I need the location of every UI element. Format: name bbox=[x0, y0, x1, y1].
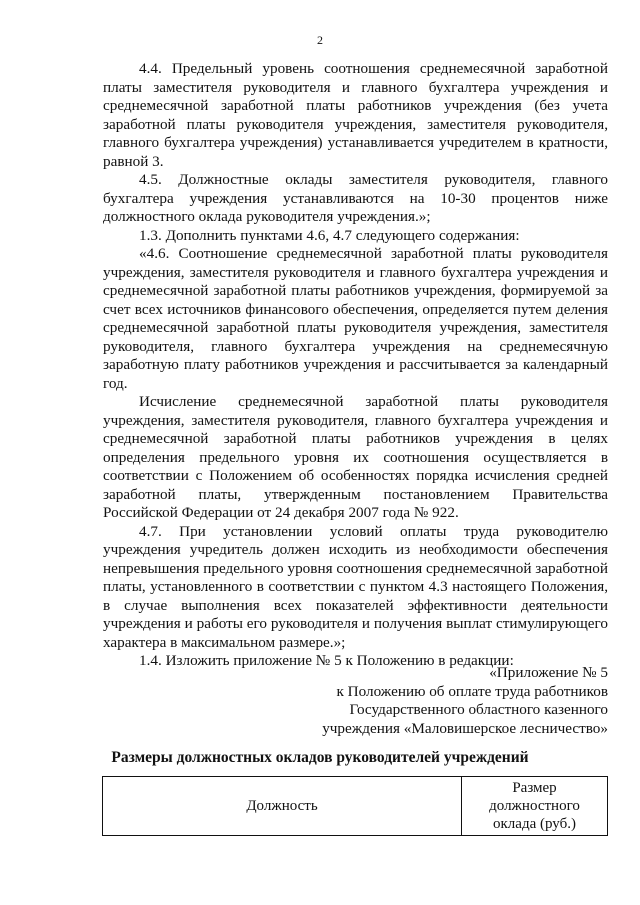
appendix-line: учреждения «Маловишерское лесничество» bbox=[322, 719, 608, 737]
appendix-line: «Приложение № 5 bbox=[489, 664, 608, 681]
paragraph-1-3: 1.3. Дополнить пунктами 4.6, 4.7 следующего содержания: bbox=[139, 226, 520, 244]
appendix-header bbox=[322, 664, 608, 738]
paragraph-4-5: 4.5. Должностные оклады заместителя руководителя, главного бухгалтера учреждения устанавливаются на 10-30 процентов ниже должностного оклада руководителя учреждения.»; bbox=[103, 171, 608, 225]
column-header-position: Должность bbox=[103, 777, 462, 836]
column-header-salary-line: должностного bbox=[489, 798, 580, 814]
table-title: Размеры должностных окладов руководителей учреждений bbox=[111, 749, 529, 766]
column-header-salary-line: Размер bbox=[512, 780, 557, 796]
table-header-row bbox=[103, 777, 608, 836]
body-text bbox=[103, 60, 608, 671]
paragraph-1-4: 1.4. Изложить приложение № 5 к Положению в редакции: bbox=[139, 652, 514, 669]
paragraph-4-7: 4.7. При установлении условий оплаты труда руководителю учреждения учредитель должен исходить из необходимости обеспечения непревышения предельного уровня соотношения среднемесячной заработной платы, установленного в соответствии с пунктом 4.3 настоящего Положения, в случае выполнения всех показателей эффективности деятельности учреждения и работы его руководителя и получения выплат стимулирующего характера в максимальном размере.»; bbox=[103, 522, 608, 651]
paragraph-4-6: «4.6. Соотношение среднемесячной заработной платы руководителя учреждения, заместителя руководителя и главного бухгалтера учреждения и среднемесячной заработной платы работников учреждения, формируемой за счет всех источников финансового обеспечения, определяется путем деления среднемесячной заработной платы руководителя учреждения, заместителя руководителя, главного бухгалтера учреждения на среднемесячную заработную плату работников учреждения и рассчитывается за календарный год. bbox=[103, 245, 608, 392]
salary-table bbox=[102, 776, 608, 836]
paragraph-4-4: 4.4. Предельный уровень соотношения среднемесячной заработной платы заместителя руководителя и главного бухгалтера учреждения и среднемесячной заработной платы работников учреждения (без учета заработной платы руководителя учреждения, заместителя руководителя, главного бухгалтера учреждения) устанавливается учредителем в кратности, равной 3. bbox=[103, 60, 608, 170]
column-header-salary-line: оклада (руб.) bbox=[493, 816, 576, 832]
appendix-line: Государственного областного казенного bbox=[349, 701, 608, 718]
appendix-line: к Положению об оплате труда работников bbox=[336, 682, 608, 700]
paragraph-calculation: Исчисление среднемесячной заработной платы руководителя учреждения, заместителя руководителя, главного бухгалтера учреждения и среднемесячной заработной платы работников учреждения в целях определения предельного уровня их соотношения осуществляется в соответствии с Положением об особенностях порядка исчисления средней заработной платы, утвержденным постановлением Правительства Российской Федерации от 24 декабря 2007 года № 922. bbox=[103, 393, 608, 521]
column-header-salary bbox=[462, 777, 608, 836]
page-number: 2 bbox=[317, 33, 323, 47]
